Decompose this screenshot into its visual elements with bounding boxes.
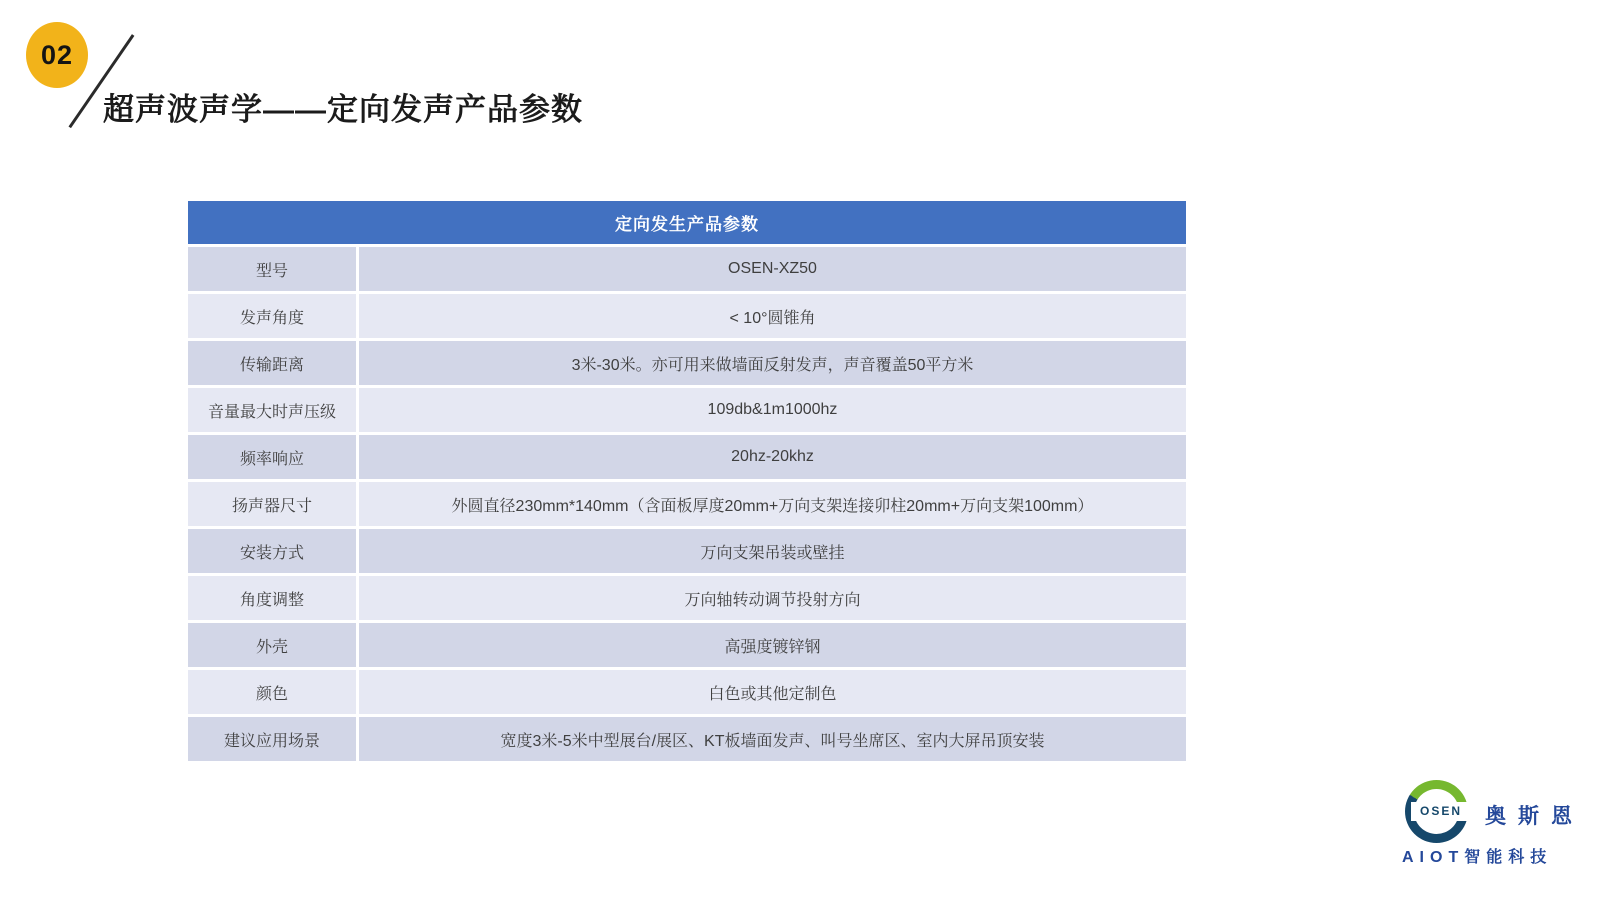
spec-label: 安装方式 [187, 528, 358, 575]
spec-label: 频率响应 [187, 434, 358, 481]
table-row [187, 716, 1188, 763]
page-title: 超声波声学——定向发声产品参数 [103, 92, 583, 127]
spec-label: 颜色 [187, 669, 358, 716]
section-number: 02 [40, 39, 74, 70]
spec-value: 109db&1m1000hz [358, 387, 1188, 434]
product-spec-table [185, 198, 1189, 764]
table-row [187, 340, 1188, 387]
spec-value: OSEN-XZ50 [358, 246, 1188, 293]
spec-label: 扬声器尺寸 [187, 481, 358, 528]
spec-label: 外壳 [187, 622, 358, 669]
table-row [187, 481, 1188, 528]
table-row [187, 669, 1188, 716]
spec-label: 型号 [187, 246, 358, 293]
spec-value: 高强度镀锌钢 [358, 622, 1188, 669]
table-row [187, 387, 1188, 434]
spec-value: 万向轴转动调节投射方向 [358, 575, 1188, 622]
spec-value: 宽度3米-5米中型展台/展区、KT板墙面发声、叫号坐席区、室内大屏吊顶安装 [358, 716, 1188, 763]
company-logo [1395, 778, 1595, 873]
table-row [187, 246, 1188, 293]
spec-value: 外圆直径230mm*140mm（含面板厚度20mm+万向支架连接卯柱20mm+万向支架100mm） [358, 481, 1188, 528]
spec-label: 角度调整 [187, 575, 358, 622]
table-row [187, 528, 1188, 575]
table-title: 定向发生产品参数 [187, 200, 1188, 246]
company-subtitle: AIOT智能科技 [1402, 849, 1553, 866]
section-number-badge [26, 22, 88, 88]
table-header-row [187, 200, 1188, 246]
osen-ring-text: OSEN [1411, 802, 1471, 821]
table-row [187, 293, 1188, 340]
table-row [187, 575, 1188, 622]
table-row [187, 434, 1188, 481]
osen-ring-icon [1405, 780, 1468, 843]
spec-label: 传输距离 [187, 340, 358, 387]
spec-value: 3米-30米。亦可用来做墙面反射发声，声音覆盖50平方米 [358, 340, 1188, 387]
company-name: 奥斯恩 [1485, 805, 1584, 828]
spec-value: < 10°圆锥角 [358, 293, 1188, 340]
table-row [187, 622, 1188, 669]
spec-label: 建议应用场景 [187, 716, 358, 763]
spec-label: 发声角度 [187, 293, 358, 340]
spec-value: 白色或其他定制色 [358, 669, 1188, 716]
spec-value: 万向支架吊装或壁挂 [358, 528, 1188, 575]
spec-value: 20hz-20khz [358, 434, 1188, 481]
spec-label: 音量最大时声压级 [187, 387, 358, 434]
